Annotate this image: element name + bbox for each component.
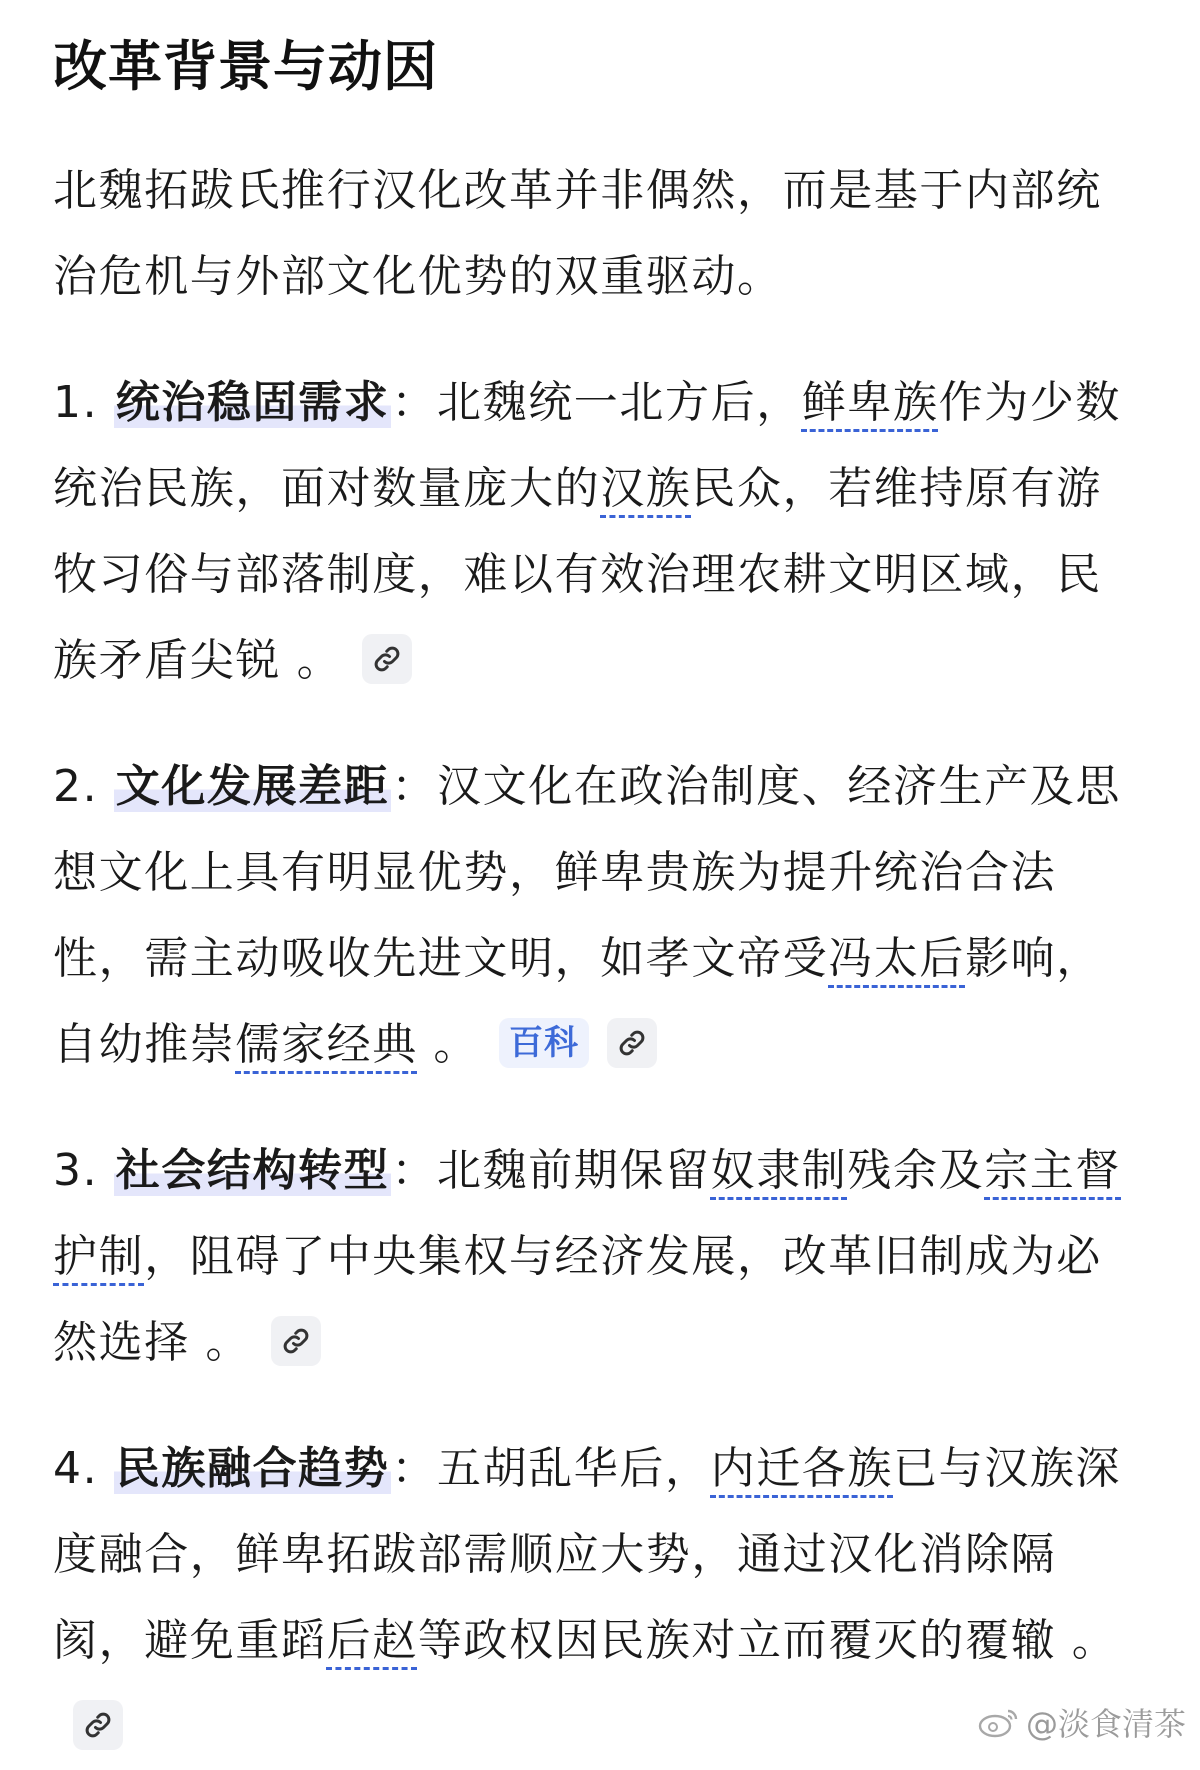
point-colon: ： [391,761,437,812]
point-text: 北魏前期保留 [437,1145,711,1196]
entity-link[interactable]: 奴隶制 [710,1145,848,1196]
point-item [53,1426,1140,1770]
point-heading: 文化发展差距 [115,761,390,812]
entity-link[interactable]: 宗主督护制 [53,1145,1122,1282]
point-text: ，阻碍了中央集权与经济发展，改革旧制成为必然选择 。 [53,1231,1102,1368]
point-heading: 民族融合趋势 [115,1443,390,1494]
intro-paragraph: 北魏拓跋氏推行汉化改革并非偶然，而是基于内部统治危机与外部文化优势的双重驱动。 [53,165,1102,302]
point-number: 1. [53,377,99,428]
weibo-logo-icon [978,1705,1020,1739]
point-colon: ： [391,1145,437,1196]
entity-link[interactable]: 儒家经典 [235,1019,418,1070]
point-text: 北魏统一北方后， [437,377,802,428]
entity-link[interactable]: 内迁各族 [710,1443,894,1494]
point-text: 影响，自幼推崇 [53,933,1102,1070]
point-number: 4. [53,1443,99,1494]
link-icon [372,644,402,674]
link-icon [617,1028,647,1058]
entity-link[interactable]: 鲜卑族 [801,377,939,428]
points-list [53,360,1140,1770]
point-text: 汉文化在政治制度、经济生产及思想文化上具有明显优势，鲜卑贵族为提升统治合法性，需主动吸收先进文明，如孝文帝受 [53,761,1121,984]
point-text: 五胡乱华后， [437,1443,711,1494]
watermark [978,1699,1186,1745]
entity-link[interactable]: 后赵 [326,1615,418,1666]
point-colon: ： [391,1443,437,1494]
baike-source-chip[interactable]: 百科 [499,1018,589,1068]
point-text: 等政权因民族对立而覆灭的覆辙 。 [417,1615,1118,1666]
point-item [53,744,1140,1088]
point-number: 2. [53,761,99,812]
entity-link[interactable]: 汉族 [600,463,692,514]
source-link-button[interactable] [607,1018,657,1068]
point-heading: 统治稳固需求 [115,377,390,428]
point-text: 已与汉族深度融合，鲜卑拓跋部需顺应大势，通过汉化消除隔阂，避免重蹈 [53,1443,1122,1666]
point-heading: 社会结构转型 [115,1145,390,1196]
point-number: 3. [53,1145,99,1196]
point-text: 民众，若维持原有游牧习俗与部落制度，难以有效治理农耕文明区域，民族矛盾尖锐 。 [53,463,1102,686]
section-heading: 改革背景与动因 [53,35,438,98]
point-item [53,1128,1140,1386]
point-text: 。 [417,1019,479,1070]
source-link-button[interactable] [362,634,412,684]
point-text: 作为少数统治民族，面对数量庞大的 [53,377,1122,514]
point-colon: ： [391,377,437,428]
watermark-text: @淡食清茶 [1025,1705,1186,1743]
link-icon [281,1326,311,1356]
link-icon [83,1710,113,1740]
entity-link[interactable]: 冯太后 [828,933,966,984]
point-item [53,360,1140,704]
source-link-button[interactable] [271,1316,321,1366]
source-link-button[interactable] [73,1700,123,1750]
point-text: 残余及 [847,1145,985,1196]
